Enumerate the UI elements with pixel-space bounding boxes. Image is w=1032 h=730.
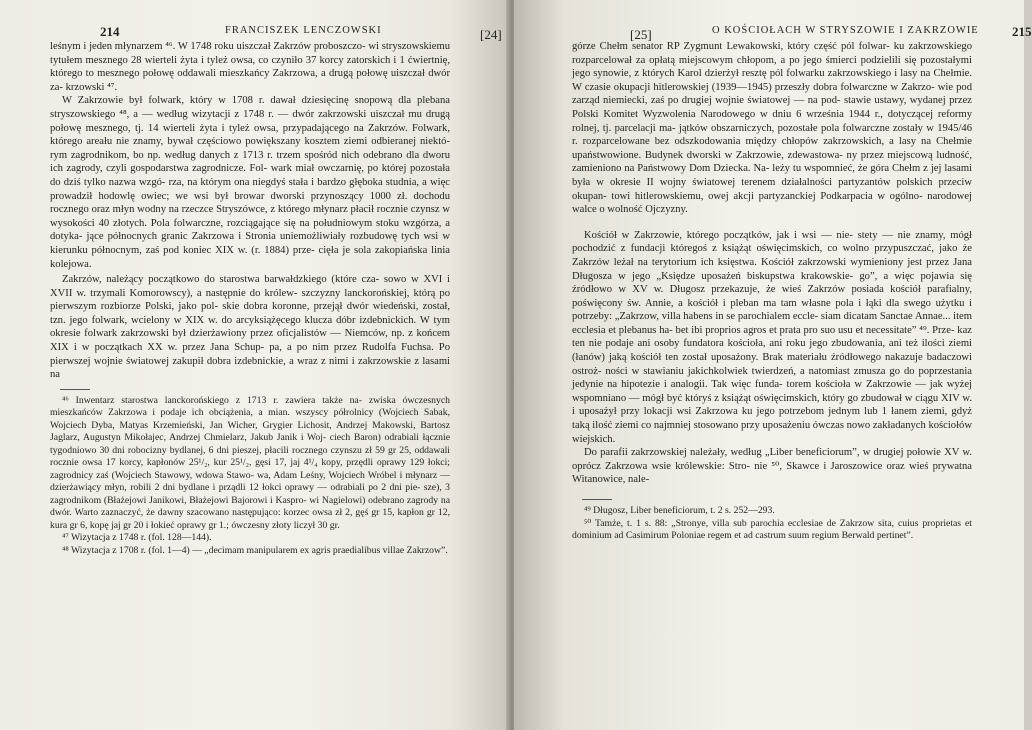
footnotes [572, 505, 972, 543]
page-number: 215 [1012, 24, 1032, 39]
left-page-header [50, 0, 510, 40]
footnote: ⁴⁷ Wizytacja z 1748 r. (fol. 128—144). [62, 532, 212, 544]
footnote-divider [60, 389, 90, 390]
right-page [514, 0, 1032, 730]
body-text [50, 40, 450, 382]
right-page-header [572, 0, 1032, 42]
footnote: ⁴⁸ Wizytacja z 1708 r. (fol. 1—4) — „decimam manipularem ex agris praedialibus villae Zakrzow”. [62, 544, 448, 556]
paragraph: Do parafii zakrzowskiej należały, według „Liber beneficiorum”, w drugiej połowie XV w. oprócz Zakrzowa wsie królewskie: Stro- nie ⁵⁰, Skawce i Jaroszowice oraz wieś prywatna Witanowice, nale- [572, 447, 972, 486]
footnote: ⁴⁶ Inwentarz starostwa lanckorońskiego z 1713 r. zawiera także na- zwiska ówczesnych mieszkańców Zakrzowa i podaje ich obciążenia, a mian. wszyscy półrolnicy (Wojciech Sabak, Wojciech Dyba, Matyas Krzemieński, Jan Wicher, Grygier Lichosit, Andrzej Makowski, Bartosz Jaglarz, Augustyn Mikołajec, Andrzej Chmielarz, Jakub Janik i Woj- ciech Baron) odrabiali łącznie tygodniowo 30 dni robocizny bydlanej, 6 dni pieszej, płacili rocznego czynszu zł 59 gr 25, oddawali rocznie owsa 17 korcy, kapłonów 25¹/₂, kur 25¹/₂, gęsi 17, jaj 4¹/₄ kopy, przędli oprawy 129 łokci; zagrodnicy zaś (Wojciech Stawowy, wdowa Stawo- wa, Adam Leśny, Wojciech Wróbel i młynarz — dzierżawiący młyn, robili 2 dni bydlane i prządli 12 łokci oprawy — odrabiali po 2 dni pie- sze), 3 zagrodnikom (Błażejowi Janikowi, Błażejowi Bajorowi i Kaspro- wi Nagielowi) odebrano zagrody na dwór. Warto zaznaczyć, że dawny szacowano następująco: korzec owsa zł 2, gęś gr 15, kapłon gr 12, kura gr 6, kopę jaj gr 20 i łokieć oprawy gr 1.; ówczesny złoty liczył 30 gr. [50, 394, 450, 531]
section-number: [25] [630, 27, 652, 42]
page-number: 214 [100, 24, 120, 39]
footnote: ⁵⁰ Tamże, t. 1 s. 88: „Stronye, villa sub parochia ecclesiae de Zakrzow sita, cuius proprietas et dominium ad Casimirum Poloniae regem et ad castrum suum regium Berwald pertinet”. [572, 517, 972, 541]
footnotes [50, 395, 450, 558]
paragraph: górze Chełm senator RP Zygmunt Lewakowski, który część pól folwar- ku zakrzowskiego rozparcelował za opłatą miejscowym chłopom, a po jego śmierci podzielili się pozostałymi jego synowie, z których Karol dzierżył resztę pól folwarku zakrzowskiego i lasy na Chełmie. W czasie okupacji hitlerowskiej (1939—1945) przeszły dobra folwarczne w Zakrzo- wie pod zarząd niemiecki, zaś po drugiej wojnie światowej — na pod- stawie ustawy, wydanej przez Polski Komitet Wyzwolenia Narodowego w dniu 6 września 1944 r., dotyczącej reformy rolnej, tj. parcelacji ma- jątków obszarniczych, pozostałe pola folwarczne zostały w 1945/46 r. rozparcelowane bez odszkodowania między chłopów zakrzowskich, a lasy na Chełmie upaństwowione. Budynek dworski w Zakrzowie, zdewastowa- ny przez miejscową ludność, zamieniono na Państwowy Dom Dziecka. Na- leży tu wspomnieć, że góra Chełm z jej lasami była w okresie II wojny światowej terenem działalności partyzantów polskich przeciw okupan- towi hitlerowskiemu, owej akcji partyzanckiej Podkarpacia w ogólno- narodowej walce o wolność Ojczyzny. [572, 41, 972, 216]
running-title: O KOŚCIOŁACH W STRYSZOWIE I ZAKRZOWIE [712, 25, 979, 36]
section-number: [24] [480, 27, 502, 42]
body-text [572, 40, 972, 487]
paragraph: leśnym i jeden młynarzem ⁴⁶. W 1748 roku uiszczał Zakrzów proboszczo- wi stryszowskiemu tytułem mesznego 28 wierteli żyta i tyleż owsa, co czyniło 37 korcy zatorskich i 1 ćwiertnię, którego to mesznego połowę oddawali mieszkańcy Zakrzowa, a drugą połowę uiszczał dwór za- krzowski ⁴⁷. [50, 41, 450, 93]
footnote-divider [582, 499, 612, 500]
footnote: ⁴⁹ Długosz, Liber beneficiorum, t. 2 s. 252—293. [584, 505, 775, 516]
left-page [0, 0, 510, 730]
running-title: FRANCISZEK LENCZOWSKI [225, 25, 382, 36]
paragraph: Kościół w Zakrzowie, którego początków, jak i wsi — nie- stety — nie znamy, mógł pochodzić z fundacji któregoś z książąt oświęcimskich, co wolno przypuszczać, jako że Zakrzów leżał na terytorium ich księstwa. Kościół zakrzowski wymieniony jest przez Jana Długosza w jego „Księdze uposażeń biskupstwa krakowskie- go”, a więc pojawia się źródłowo w XV w. Długosz przekazuje, że wieś Zakrzów posiada kościół parafialny, poświęcony św. Annie, a kościół i pleban ma tam własne pola i łąki dla swego użytku i potrzeby: „Zakrzow, villa habens in se parochialem eccle- siam dicatam Sanctae Annae... item ecclesia et plebanus ha- bet ibi proprios agros et prata pro suo usu et necessitate” ⁴⁹. Prze- kaz ten nie podaje ani osoby fundatora kościoła, ani roku jego zbudowania, ani też ilości ziemi (łanów) jaką kościół ten został uposażony. Brak materiału źródłowego nakazuje badaczowi ostroż- ności w stawianiu jakichkolwiek twierdzeń, a natomiast zmusza go do poprzestania jedynie na hipotezie i analogii. Tak więc funda- torem kościoła w Zakrzowie — jak wyżej wspomniano — mógł być któryś z książąt oświęcimskich, który go zbudował w ciągu XIV w. i uposażył przy lokacji wsi Zakrzowa ku jego potrzebom jednym lub 1 łanem ziemi, gdyż taką ilość ziemi co najmniej stosowano przy uposażeniu ówczas nowo zakładanych kościołów wiejskich. [572, 229, 972, 445]
paragraph: W Zakrzowie był folwark, który w 1708 r. dawał dziesięcinę snopową dla plebana stryszowskiego ⁴⁸, a — według wizytacji z 1748 r. — dwór zakrzowski uiszczał mu drugą połowę mesznego, tj. 14 wierteli żyta i tyleż owsa, przypadającego na Zakrzów. Folwark, którego areału nie znamy, bywał częściowo powiększany kosztem ziemi odbieranej niektó- rym zagrodnikom, bo np. według danych z 1713 r. trzem spośród nich odebrano dla dworu ich zagrody, czyli gospodarstwa zagrodnicze. Fol- wark miał owczarnię, po której pozostała do dziś tylko nazwa wzgó- rza, na którym ona niegdyś stała i bardzo głęboka studnia, a więc prowadził hodowlę owiec; we wsi był browar dworski przynoszący 1000 zł. dochodu rocznego oraz młyn wodny na rzeczce Stryszówce, z którego młynarz płacił rocznie czynsz w wysokości 40 złotych. Pola folwarczne, rozciągające się na południowym stoku wzgórza, a dotyka- jące północnych granic Zakrzowa i Stronia uniemożliwiały rozbudowę tych wsi w kierunku północnym, zaś pod koniec XIX w. (r. 1884) prze- cięła je sola zakopiańska linia kolejowa. [50, 95, 450, 270]
paragraph: Zakrzów, należący początkowo do starostwa barwałdzkiego (które cza- sowo w XVI i XVII w. trzymali Komorowscy), a następnie do królew- szczyzny lanckorońskiej, którą po pierwszym rozbiorze Polski, jako pol- skie dobra koronne, przejął dwór wiedeński, został, tzn. jego folwark, wcielony w XIX w. do arcyksiążęcego klucza dóbr izdebnickich. W tym okresie folwark zakrzowski był dzierżawiony przez oficjalistów — Niemców, np. z końcem XIX i w początkach XX w. przez Jana Schup- pa, a po nim przez Rudolfa Fuchsa. Po pierwszej wojnie światowej zakupił dobra izdebnickie, a wraz z nimi i zakrzowskie z lasami na [50, 274, 450, 381]
